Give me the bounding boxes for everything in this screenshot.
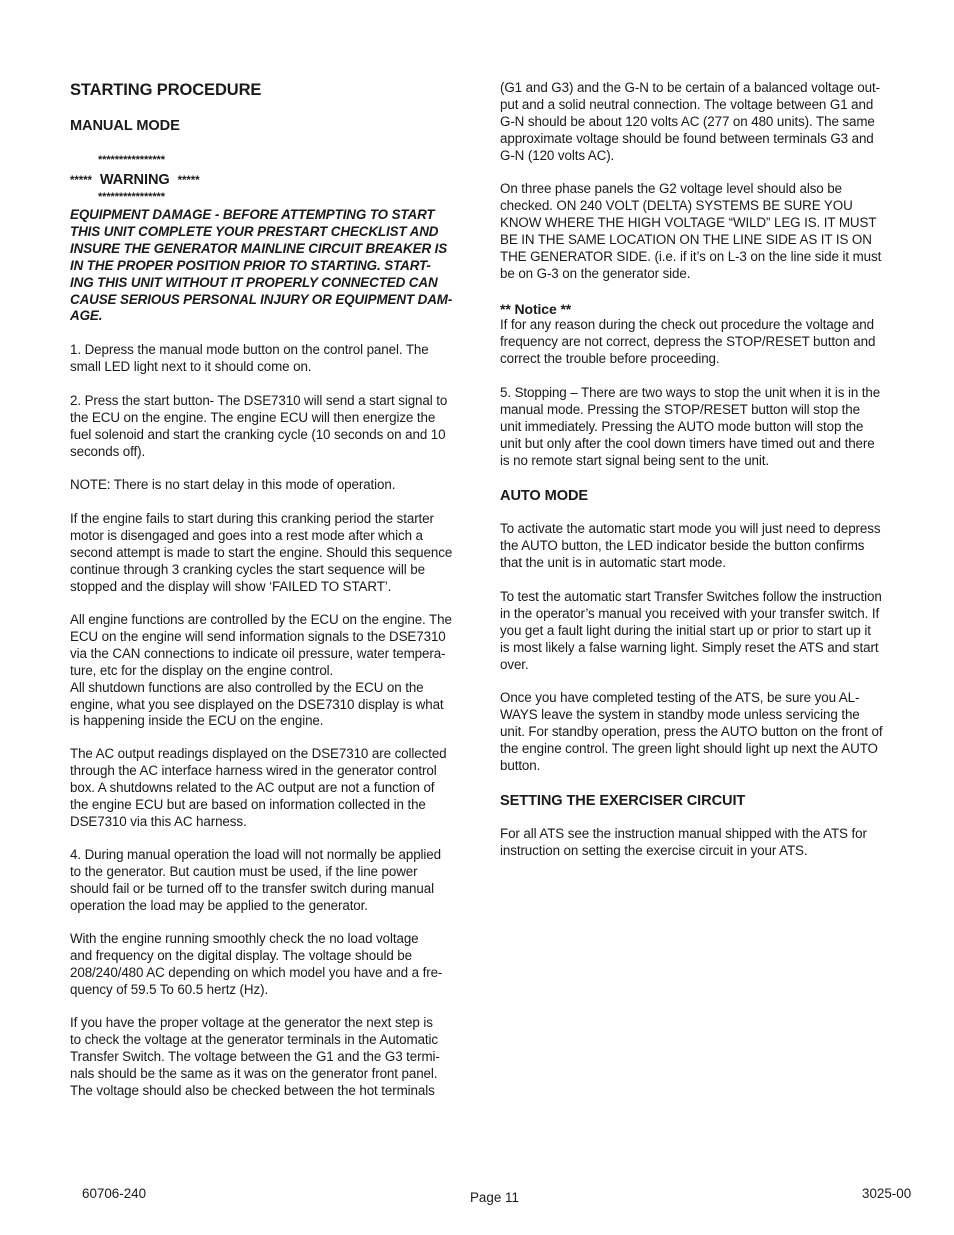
text-line: over. [500,656,529,672]
text-line: Transfer Switch. The voltage between the G1 and the G3 termi- [70,1048,440,1064]
subsection-title-manual-mode: MANUAL MODE [70,118,180,134]
text-line: is no remote start signal being sent to the unit. [500,452,770,468]
text-line: THE GENERATOR SIDE. (i.e. if it’s on L-3 on the line side it must [500,248,882,264]
text-line: unit immediately. Pressing the AUTO mode button will stop the [500,418,864,434]
subsection-title-exerciser: SETTING THE EXERCISER CIRCUIT [500,793,746,809]
text-line: to check the voltage at the generator terminals in the Automatic [70,1031,439,1047]
text-line: box. A shutdowns related to the AC output are not a function of [70,779,435,795]
text-line: and frequency on the digital display. The voltage should be [70,947,413,963]
text-line: ECU on the engine will send information signals to the DSE7310 [70,628,446,644]
text-line: continue through 3 cranking cycles the start sequence will be [70,561,425,577]
text-line: WAYS leave the system in standby mode unless servicing the [500,706,860,722]
text-line: manual mode. Pressing the STOP/RESET button will stop the [500,401,860,417]
text-line: If you have the proper voltage at the generator the next step is [70,1015,433,1030]
text-line: button. [500,757,541,773]
text-line: 4. During manual operation the load will not normally be applied [70,847,441,862]
notice-heading: ** Notice ** [500,301,572,317]
text-line: G-N (120 volts AC). [500,147,615,163]
text-line: INSURE THE GENERATOR MAINLINE CIRCUIT BREAKER IS [70,240,448,256]
text-line: unit. For standby operation, press the AUTO button on the front of [500,723,883,739]
text-line: correct the trouble before proceeding. [500,350,720,366]
text-line: IN THE PROPER POSITION PRIOR TO STARTING. START- [70,257,431,273]
text-line: NOTE: There is no start delay in this mode of operation. [70,477,396,492]
text-line: 2. Press the start button- The DSE7310 will send a start signal to [70,393,448,408]
text-line: the ECU on the engine. The engine ECU will then energize the [70,409,436,425]
text-line: nals should be the same as it was on the generator front panel. [70,1065,438,1081]
text-line: that the unit is in automatic start mode. [500,554,726,570]
text-line: BE IN THE SAME LOCATION ON THE LINE SIDE AS IT IS ON [500,231,872,247]
text-line: If for any reason during the check out procedure the voltage and [500,317,874,332]
text-line: 208/240/480 AC depending on which model you have and a fre- [70,964,443,980]
warning-stars-bottom: **************** [98,191,165,203]
text-line: frequency are not correct, depress the STOP/RESET button and [500,333,876,349]
text-line: be on G-3 on the generator side. [500,265,691,281]
text-line: checked. ON 240 VOLT (DELTA) SYSTEMS BE SURE YOU [500,197,853,213]
text-line: EQUIPMENT DAMAGE - BEFORE ATTEMPTING TO START [70,207,435,222]
text-line: All shutdown functions are also controlled by the ECU on the [70,679,424,695]
text-line: G-N should be about 120 volts AC (277 on 480 units). The same [500,113,875,129]
text-line: Once you have completed testing of the ATS, be sure you AL- [500,690,860,705]
footer-revision: 3025-00 [862,1186,912,1201]
text-line: is happening inside the ECU on the engine. [70,713,324,729]
warning-stars-left: ***** [70,175,92,187]
text-line: put and a solid neutral connection. The voltage between G1 and [500,96,874,112]
text-line: second attempt is made to start the engine. Should this sequence [70,544,453,560]
text-line: seconds off). [70,443,146,459]
subsection-title-auto-mode: AUTO MODE [500,488,589,504]
section-title-starting-procedure: STARTING PROCEDURE [70,81,262,99]
warning-stars-right: ***** [177,175,200,187]
footer-page-number: Page 11 [470,1190,519,1205]
text-line: AGE. [70,308,103,324]
text-line: On three phase panels the G2 voltage level should also be [500,181,842,196]
text-line: engine, what you see displayed on the DSE7310 display is what [70,696,444,712]
text-line: the AUTO button, the LED indicator beside the button confirms [500,537,865,553]
text-line: ING THIS UNIT WITHOUT IT PROPERLY CONNECTED CAN [70,274,438,290]
text-line: the engine ECU but are based on information collected in the [70,796,426,812]
text-line: in the operator’s manual you received with your transfer switch. If [500,605,880,621]
text-line: you get a fault light during the initial start up or prior to start up it [500,622,871,638]
text-line: instruction on setting the exercise circuit in your ATS. [500,842,808,858]
text-line: approximate voltage should be found between terminals G3 and [500,130,874,146]
text-line: through the AC interface harness wired in the generator control [70,762,437,778]
text-line: If the engine fails to start during this cranking period the starter [70,511,434,526]
text-line: THIS UNIT COMPLETE YOUR PRESTART CHECKLIST AND [70,223,439,239]
text-line: 5. Stopping – There are two ways to stop the unit when it is in the [500,385,881,400]
text-line: DSE7310 via this AC harness. [70,813,247,829]
text-line: ture, etc for the display on the engine control. [70,662,334,678]
warning-heading [70,171,199,190]
text-line: motor is disengaged and goes into a rest mode after which a [70,527,423,543]
text-line: 1. Depress the manual mode button on the control panel. The [70,342,429,357]
footer-doc-number: 60706-240 [82,1186,147,1201]
text-line: To activate the automatic start mode you will just need to depress [500,521,881,536]
warning-stars-top: **************** [98,154,165,166]
text-line: KNOW WHERE THE HIGH VOLTAGE “WILD” LEG IS. IT MUST [500,214,877,230]
text-line: quency of 59.5 To 60.5 hertz (Hz). [70,981,269,997]
text-line: should fail or be turned off to the transfer switch during manual [70,880,434,896]
warning-label: WARNING [99,172,170,188]
text-line: To test the automatic start Transfer Switches follow the instruction [500,589,882,604]
text-line: CAUSE SERIOUS PERSONAL INJURY OR EQUIPMENT DAM- [70,291,453,307]
text-line: With the engine running smoothly check the no load voltage [70,931,419,946]
text-line: The voltage should also be checked between the hot terminals [70,1082,435,1098]
text-line: For all ATS see the instruction manual shipped with the ATS for [500,826,867,841]
text-line: unit but only after the cool down timers have timed out and there [500,435,875,451]
text-line: fuel solenoid and start the cranking cycle (10 seconds on and 10 [70,426,446,442]
text-line: is most likely a false warning light. Simply reset the ATS and start [500,639,879,655]
text-line: to the generator. But caution must be used, if the line power [70,863,418,879]
text-line: The AC output readings displayed on the DSE7310 are collected [70,746,447,761]
text-line: stopped and the display will show ‘FAILED TO START’. [70,578,392,594]
text-line: All engine functions are controlled by the ECU on the engine. The [70,612,452,627]
text-line: operation the load may be applied to the generator. [70,897,368,913]
text-line: the engine control. The green light should light up next the AUTO [500,740,878,756]
text-line: (G1 and G3) and the G-N to be certain of a balanced voltage out- [500,80,880,95]
text-line: small LED light next to it should come on. [70,358,312,374]
text-line: via the CAN connections to indicate oil pressure, water tempera- [70,645,446,661]
